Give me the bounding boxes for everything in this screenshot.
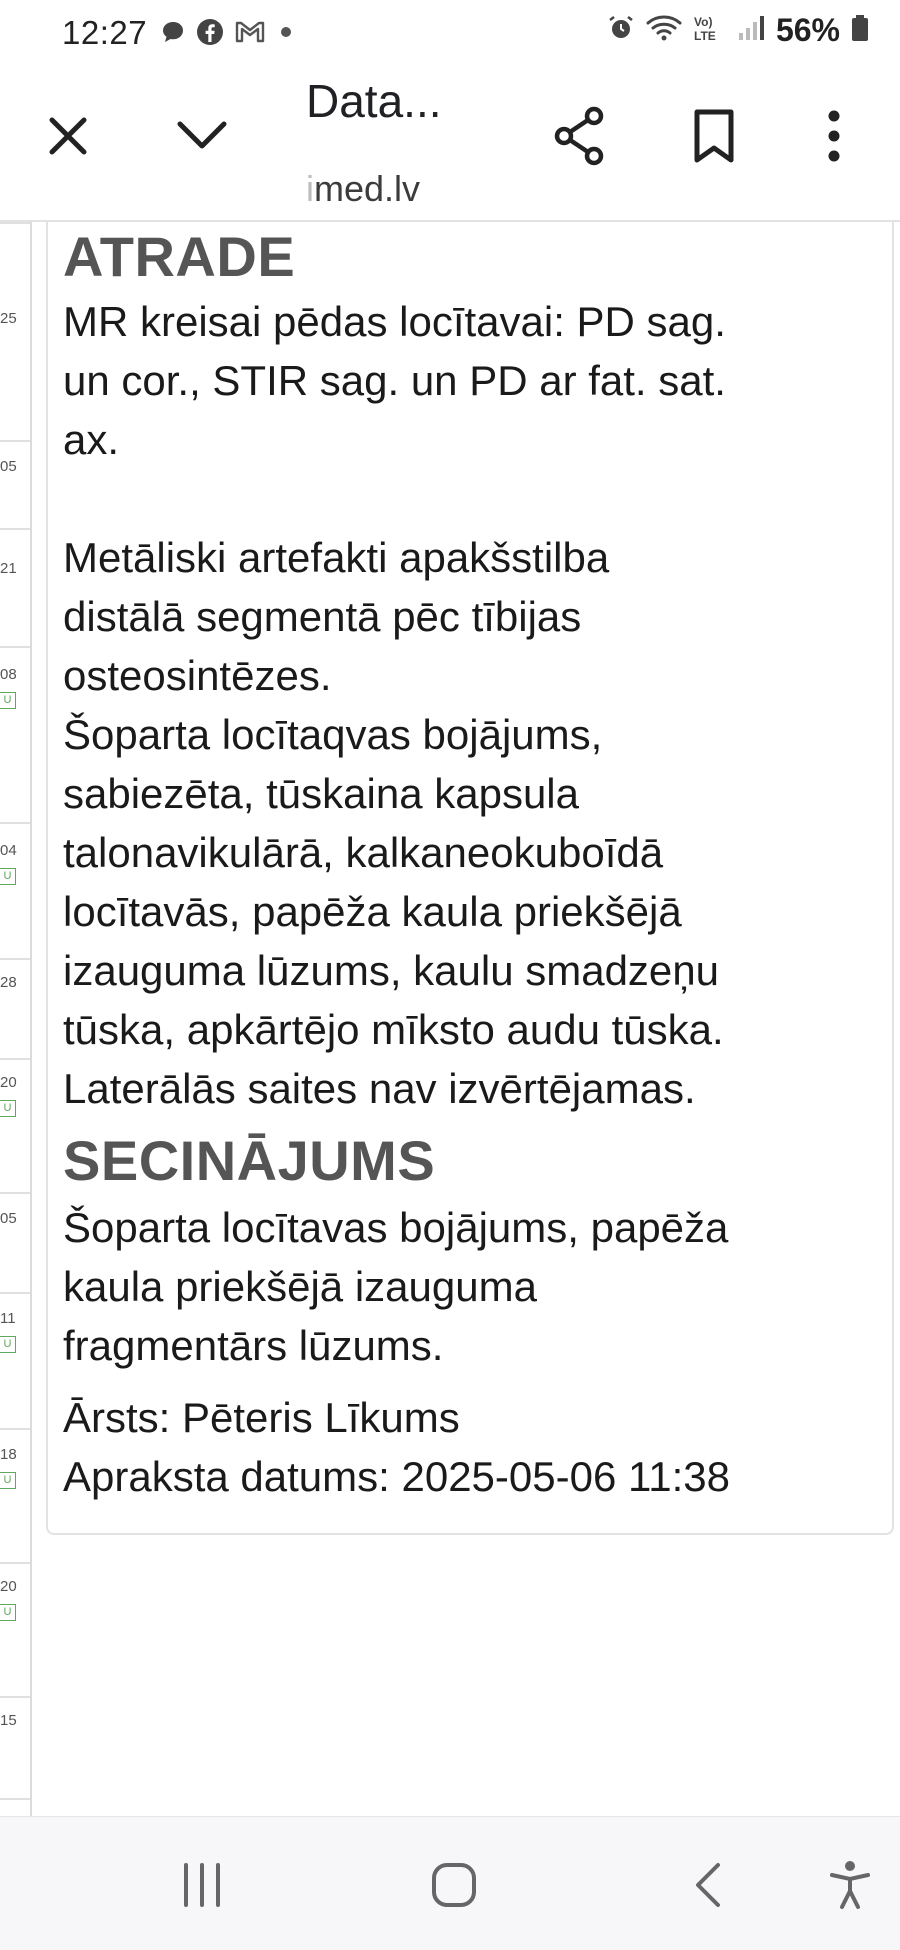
status-time: 12:27 <box>62 14 148 51</box>
bookmark-icon <box>692 108 736 169</box>
signal-icon <box>736 13 766 48</box>
home-button[interactable] <box>424 1857 484 1917</box>
battery-icon <box>850 13 870 48</box>
timeline-divider <box>0 822 30 824</box>
doctor-name: Ārsts: Pēteris Līkums <box>63 1394 460 1441</box>
findings-description: Metāliski artefakti apakšstilba distālā segmentā pēc tībijas osteosintēzes. Šoparta locītaqvas bojājums, sabiezēta, tūskaina kapsula talonavikulārā, kalkaneokuboīdā locītavās, papēža kaula priekšējā izauguma lūzums, kaulu smadzeņu tūska, apkārtējo mīksto audu tūska. Laterālās saites nav izvērtējamas. <box>63 534 724 1112</box>
more-options-button[interactable] <box>802 106 866 170</box>
timeline-divider <box>0 1192 30 1194</box>
collapse-button[interactable] <box>170 106 234 170</box>
facebook-icon <box>196 18 224 51</box>
timeline-divider <box>0 646 30 648</box>
timeline-badge: U <box>0 1100 16 1117</box>
back-icon <box>688 1861 728 1914</box>
timeline-strip <box>0 222 32 1816</box>
gmail-icon <box>234 19 266 50</box>
page-title: Data... <box>306 75 442 127</box>
report-date: Apraksta datums: 2025-05-06 11:38 <box>63 1453 730 1500</box>
conclusion-heading: SECINĀJUMS <box>63 1129 436 1192</box>
share-icon <box>552 106 608 171</box>
timeline-day: 20 <box>0 1074 17 1091</box>
timeline-day: 04 <box>0 842 17 859</box>
timeline-divider <box>0 440 30 442</box>
status-bar <box>0 0 900 66</box>
timeline-divider <box>0 1058 30 1060</box>
timeline-badge: U <box>0 868 16 885</box>
timeline-badge: U <box>0 1336 16 1353</box>
system-status <box>606 12 870 49</box>
timeline-divider <box>0 1428 30 1430</box>
more-vert-icon <box>824 110 844 167</box>
chat-icon <box>160 19 186 50</box>
alarm-icon <box>606 13 636 48</box>
timeline-day: 25 <box>0 310 17 327</box>
conclusion-text: Šoparta locītavas bojājums, papēža kaula priekšējā izauguma fragmentārs lūzums. <box>63 1204 729 1369</box>
timeline-day: 11 <box>0 1310 16 1327</box>
timeline-day: 28 <box>0 974 17 991</box>
timeline-badge: U <box>0 692 16 709</box>
timeline-divider <box>0 222 30 224</box>
close-icon <box>46 114 90 163</box>
bookmark-button[interactable] <box>682 106 746 170</box>
page-url <box>306 168 420 210</box>
svg-text:Vo): Vo) <box>693 15 713 29</box>
timeline-badge: U <box>0 1604 16 1621</box>
timeline-divider <box>0 1292 30 1294</box>
notification-icons <box>160 18 296 51</box>
timeline-day: 20 <box>0 1578 17 1595</box>
findings-method: MR kreisai pēdas locītavai: PD sag. un cor., STIR sag. un PD ar fat. sat. ax. <box>63 298 726 463</box>
timeline-day: 15 <box>0 1712 17 1729</box>
timeline-day: 08 <box>0 666 17 683</box>
svg-text:LTE: LTE <box>693 29 716 43</box>
recents-icon <box>178 1861 226 1914</box>
accessibility-button[interactable] <box>820 1857 880 1917</box>
share-button[interactable] <box>548 106 612 170</box>
custom-tab-toolbar <box>0 66 900 222</box>
timeline-badge: U <box>0 1472 16 1489</box>
findings-heading: ATRADE <box>63 225 296 288</box>
timeline-day: 21 <box>0 560 17 577</box>
timeline-day: 05 <box>0 458 17 475</box>
system-nav-bar <box>0 1816 900 1950</box>
timeline-divider <box>0 1696 30 1698</box>
timeline-divider <box>0 1562 30 1564</box>
accessibility-icon <box>828 1859 872 1916</box>
home-icon <box>430 1861 478 1914</box>
url-text: med.lv <box>314 168 421 209</box>
back-button[interactable] <box>678 1857 738 1917</box>
timeline-divider <box>0 528 30 530</box>
report-card <box>46 222 894 1535</box>
recents-button[interactable] <box>172 1857 232 1917</box>
volte-icon <box>692 13 726 48</box>
dot-icon <box>276 22 296 47</box>
timeline-divider <box>0 1798 30 1800</box>
battery-percent: 56% <box>775 12 840 48</box>
timeline-day: 18 <box>0 1446 17 1463</box>
url-fade: i <box>306 168 314 209</box>
timeline-divider <box>0 958 30 960</box>
close-button[interactable] <box>36 106 100 170</box>
wifi-icon <box>646 13 682 48</box>
chevron-down-icon <box>174 116 230 161</box>
timeline-day: 05 <box>0 1210 17 1227</box>
